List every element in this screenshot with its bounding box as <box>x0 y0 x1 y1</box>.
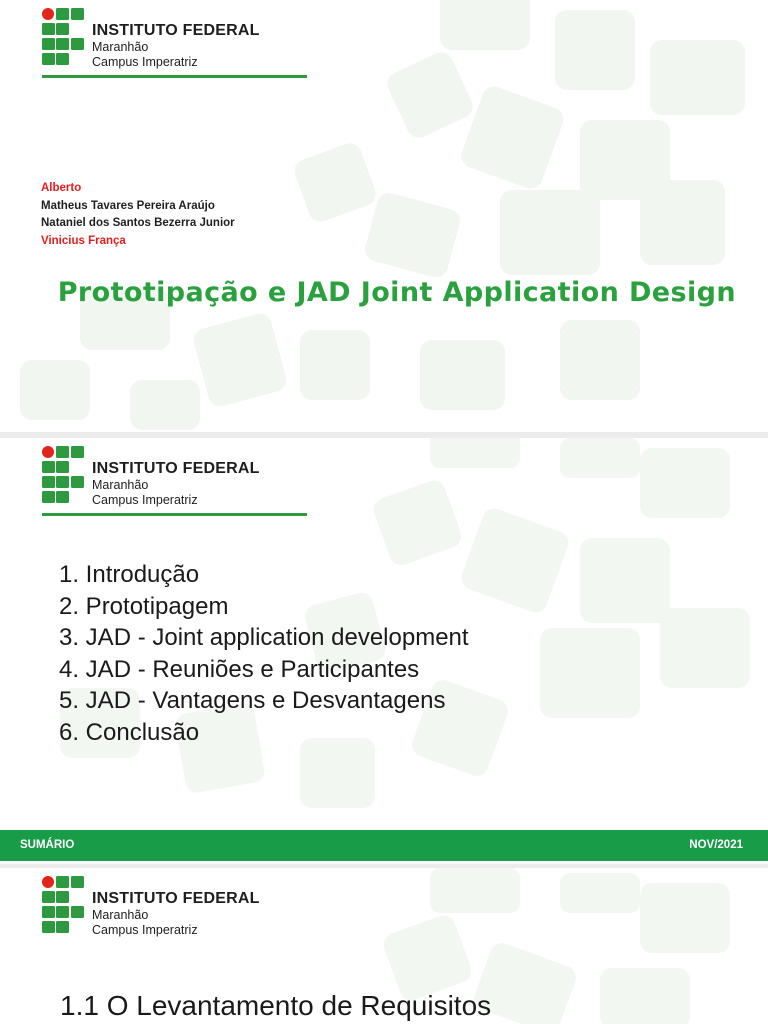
institute-logo <box>42 876 282 940</box>
footer-date: NOV/2021 <box>689 839 743 851</box>
logo-title: INSTITUTO FEDERAL <box>92 460 260 477</box>
author-name: Matheus Tavares Pereira Araújo <box>41 199 215 212</box>
slide-title <box>0 0 768 432</box>
logo-underline <box>42 513 307 516</box>
presentation-title: Prototipação e JAD Joint Application Design <box>57 277 736 308</box>
institute-logo <box>42 8 282 72</box>
author-name: Alberto <box>41 182 82 194</box>
institute-logo <box>42 446 282 510</box>
logo-state: Maranhão <box>92 478 149 492</box>
logo-state: Maranhão <box>92 908 149 922</box>
author-name: Nataniel dos Santos Bezerra Junior <box>41 217 235 230</box>
toc-item: 1. Introdução <box>59 561 200 588</box>
logo-title: INSTITUTO FEDERAL <box>92 22 260 39</box>
slide-requirements <box>0 868 768 1024</box>
logo-squares-icon <box>42 446 88 504</box>
logo-state: Maranhão <box>92 40 149 54</box>
logo-title: INSTITUTO FEDERAL <box>92 890 260 907</box>
table-of-contents <box>59 559 469 749</box>
logo-campus: Campus Imperatriz <box>92 923 198 937</box>
toc-item: 5. JAD - Vantagens e Desvantagens <box>59 687 446 715</box>
section-heading: 1.1 O Levantamento de Requisitos <box>60 990 492 1021</box>
authors-list <box>41 180 235 250</box>
toc-item: 3. JAD - Joint application development <box>59 624 469 652</box>
logo-campus: Campus Imperatriz <box>92 55 198 69</box>
slide-summary <box>0 438 768 864</box>
toc-item: 4. JAD - Reuniões e Participantes <box>59 655 420 683</box>
slide-footer <box>0 830 768 861</box>
toc-item: 2. Prototipagem <box>59 592 229 620</box>
toc-item: 6. Conclusão <box>59 718 200 746</box>
logo-squares-icon <box>42 876 88 934</box>
logo-underline <box>42 75 307 78</box>
author-name: Vinicius França <box>41 234 126 247</box>
logo-squares-icon <box>42 8 88 66</box>
footer-section-label: SUMÁRIO <box>20 839 75 851</box>
logo-campus: Campus Imperatriz <box>92 493 198 507</box>
